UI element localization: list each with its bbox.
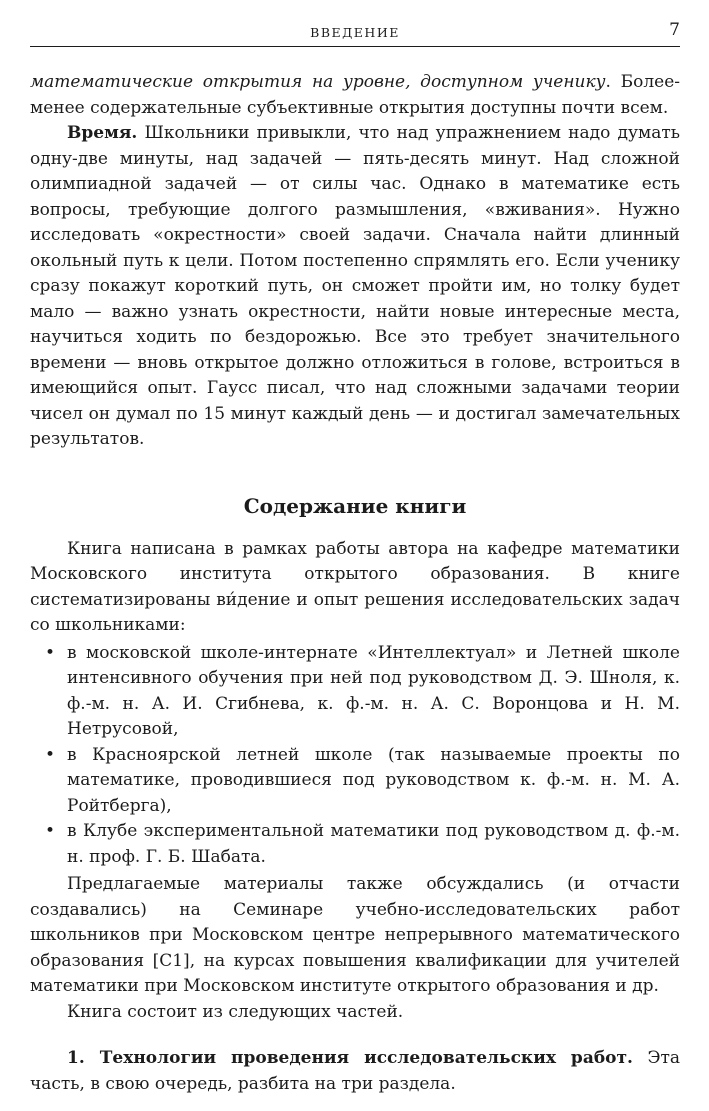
bullet-list xyxy=(30,641,680,871)
running-header xyxy=(30,18,680,47)
time-paragraph xyxy=(30,121,680,453)
page-number: 7 xyxy=(669,20,680,40)
list-item: • в Клубе экспериментальной математики под руководством д. ф.-м. н. проф. Г. Б. Шабата. xyxy=(30,819,680,870)
time-text: Школьники привыкли, что над упражнением надо думать одну-две минуты, над задачей — пять-десять минут. Над сложной олимпиадной задачей — от силы час. Однако в математике есть вопросы, требующие долгого размышления, «вживания». Нужно исследовать «окрестности» своей задачи. Сначала найти длинный окольный путь к цели. Потом постепенно спрямлять его. Если ученику сразу покажут короткий путь, он сможет пройти им, но толку будет мало — важно узнать окрестности, найти новые интересные места, научиться ходить по бездорожью. Все это требует значительного времени — вновь открытое должно отложиться в голове, встроиться в имеющийся опыт. Гаусс писал, что над сложными задачами теории чисел он думал по 15 минут каждый день — и достигал замечательных результатов. xyxy=(30,123,680,449)
running-head-title: ВВЕДЕНИЕ xyxy=(310,25,400,40)
part-1-paragraph xyxy=(30,1046,680,1097)
part-1-text: Эта часть, в свою очередь, разбита на три раздела. xyxy=(30,1048,680,1094)
intro-paragraph xyxy=(30,70,680,121)
intro-paragraph-rest: . Более-менее содержательные субъективные открытия доступны почти всем. xyxy=(30,72,680,118)
contents-paragraph-3: Книга состоит из следующих частей. xyxy=(67,1001,404,1022)
section-title: Содержание книги xyxy=(243,493,467,518)
contents-paragraph-1: Книга написана в рамках работы автора на кафедре математики Московского института открытого образования. В книге систематизированы ви́дение и опыт решения исследовательских задач со школьниками: xyxy=(30,538,680,635)
page-body xyxy=(30,70,680,1097)
contents-paragraph-2: Предлагаемые материалы также обсуждались (и отчасти создавались) на Семинаре учебно-исследовательских работ школьников при Московском центре непрерывного математического образования [C1], на курсах повышения квалификации для учителей математики при Московском институте открытого образования и др. xyxy=(30,874,680,996)
list-item: • в Красноярской летней школе (так называемые проекты по математике, проводившиеся под руководством к. ф.-м. н. М. А. Ройтберга), xyxy=(30,743,680,820)
time-label: Время. xyxy=(67,123,138,143)
part-1-title: 1. Технологии проведения исследовательских работ. xyxy=(67,1048,633,1068)
intro-italic-phrase: математические открытия на уровне, доступном ученику xyxy=(30,72,606,92)
list-item: • в московской школе-интернате «Интеллектуал» и Летней школе интенсивного обучения при ней под руководством Д. Э. Шноля, к. ф.-м. н. А. И. Сгибнева, к. ф.-м. н. А. С. Воронцова и Н. М. Нетрусовой, xyxy=(30,641,680,743)
